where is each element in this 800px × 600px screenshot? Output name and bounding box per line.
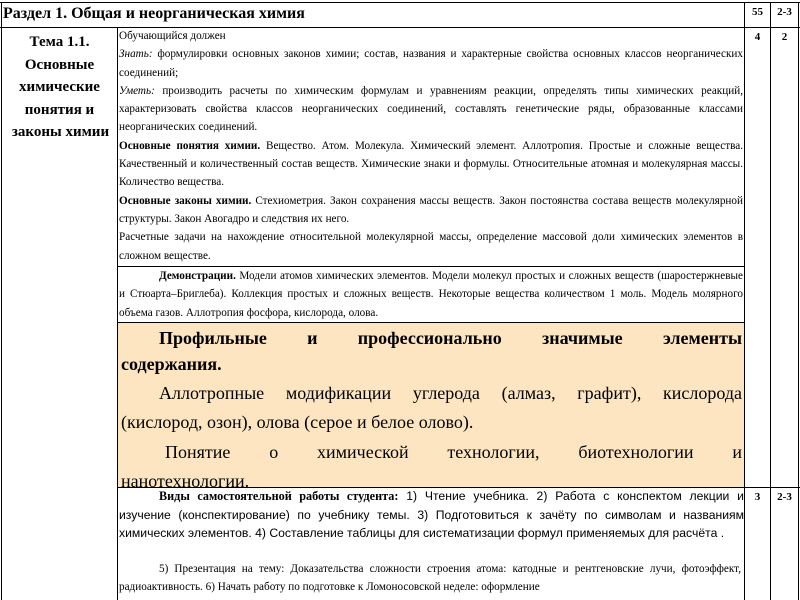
- concepts-paragraph: [119, 137, 743, 192]
- know-paragraph: [119, 45, 743, 82]
- concepts-text: Вещество. Атом. Молекула. Химический элемент. Аллотропия. Простые и сложные вещества. Качественный и количественный состав веществ. Химические знаки и формулы. Относительные атомная и молекулярная массы. Количество вещества.: [119, 139, 744, 189]
- concepts-label: Основные понятия химии.: [119, 139, 261, 152]
- intro-text: Обучающийся должен: [119, 30, 226, 42]
- demo-label: Демонстрации.: [159, 270, 236, 282]
- topic-title-line: понятия и: [24, 101, 95, 118]
- know-text: формулировки основных законов химии; состав, названия и характерные свойства основных классов неорганических соединений;: [119, 48, 743, 79]
- profile-heading: Профильные и профессионально значимые элементы: [159, 328, 742, 348]
- col-border-hours: [770, 2, 771, 600]
- independent-level: 2-3: [777, 491, 792, 503]
- can-label: Уметь:: [119, 84, 155, 97]
- know-label: Знать:: [119, 48, 153, 61]
- independent-text: 1) Чтение учебника. 2) Работа с конспектом лекции и изучение (конспектирование) по учебнику темы. 3) Подготовиться к зачёту по символам и названиям химических элементов. 4) Составление таблицы для систематизации формул применяемых для расчёта .: [119, 489, 744, 540]
- topic-title-line: законы химии: [11, 124, 110, 140]
- col-border-content: [744, 2, 745, 600]
- topic-title-line: Основные: [24, 56, 95, 73]
- laws-text: Стехиометрия. Закон сохранения массы веществ. Закон постоянства состава веществ молекулярной структуры. Закон Авогадро и следствия их него.: [119, 194, 743, 225]
- table-top-border: [0, 2, 800, 3]
- content-block: [119, 27, 743, 265]
- presentation-paragraph: 5) Презентация на тему: Доказательства сложности строения атома: катодные и рентгеновские лучи, фотоэффект, радиоактивность. 6) Начать работу по подготовке к Ломоносовской неделе: оформление: [119, 563, 741, 593]
- topic-title-line: Тема 1.1.: [29, 34, 90, 50]
- topic-title: [2, 31, 117, 144]
- independent-label: Виды самостоятельной работы студента:: [159, 489, 399, 503]
- section-level: 2-3: [777, 6, 792, 18]
- technology-line-cont: нанотехнологии.: [121, 471, 250, 491]
- topic-level: 2: [781, 31, 788, 43]
- allotropy-line: Аллотропные модификации углерода (алмаз, графит), кислорода: [159, 383, 742, 403]
- topic-title-line: химические: [19, 79, 100, 95]
- laws-label: Основные законы химии.: [119, 194, 252, 207]
- demo-paragraph: [119, 267, 743, 322]
- can-text: производить расчеты по химическим формулам и уравнениям реакции, определять типы химических реакций, характеризовать свойства классов неорганических соединений, составлять генетические ряды, образованные классами неорганических соединений.: [119, 84, 743, 134]
- laws-paragraph: [119, 192, 743, 229]
- can-paragraph: [119, 82, 743, 137]
- demo-text: Модели атомов химических элементов. Модели молекул простых и сложных веществ (шаростержневые и Стюарта–Бриглеба). Коллекция простых и сложных веществ. Некоторые вещества количеством 1 моль. Модель молярного объема газов. Аллотропия фосфора, кислорода, олова.: [119, 270, 743, 319]
- col-border-topic: [117, 27, 118, 600]
- section-title: Раздел 1. Общая и неорганическая химия: [3, 5, 305, 22]
- technology-line: Понятие о химической технологии, биотехнологии и: [165, 442, 742, 462]
- profile-block: [118, 323, 744, 491]
- allotropy-line-cont: (кислород, озон), олова (серое и белое олово).: [121, 412, 474, 432]
- col-border-right: [798, 2, 799, 600]
- section-hours: 55: [752, 6, 763, 18]
- profile-heading-cont: содержания.: [121, 354, 222, 374]
- independent-paragraph: [119, 487, 744, 543]
- independent-hours: 3: [754, 491, 761, 503]
- topic-hours: 4: [754, 31, 761, 43]
- tasks-paragraph: Расчетные задачи на нахождение относительной молекулярной массы, определение массовой доли химических элементов в сложном веществе.: [119, 231, 743, 262]
